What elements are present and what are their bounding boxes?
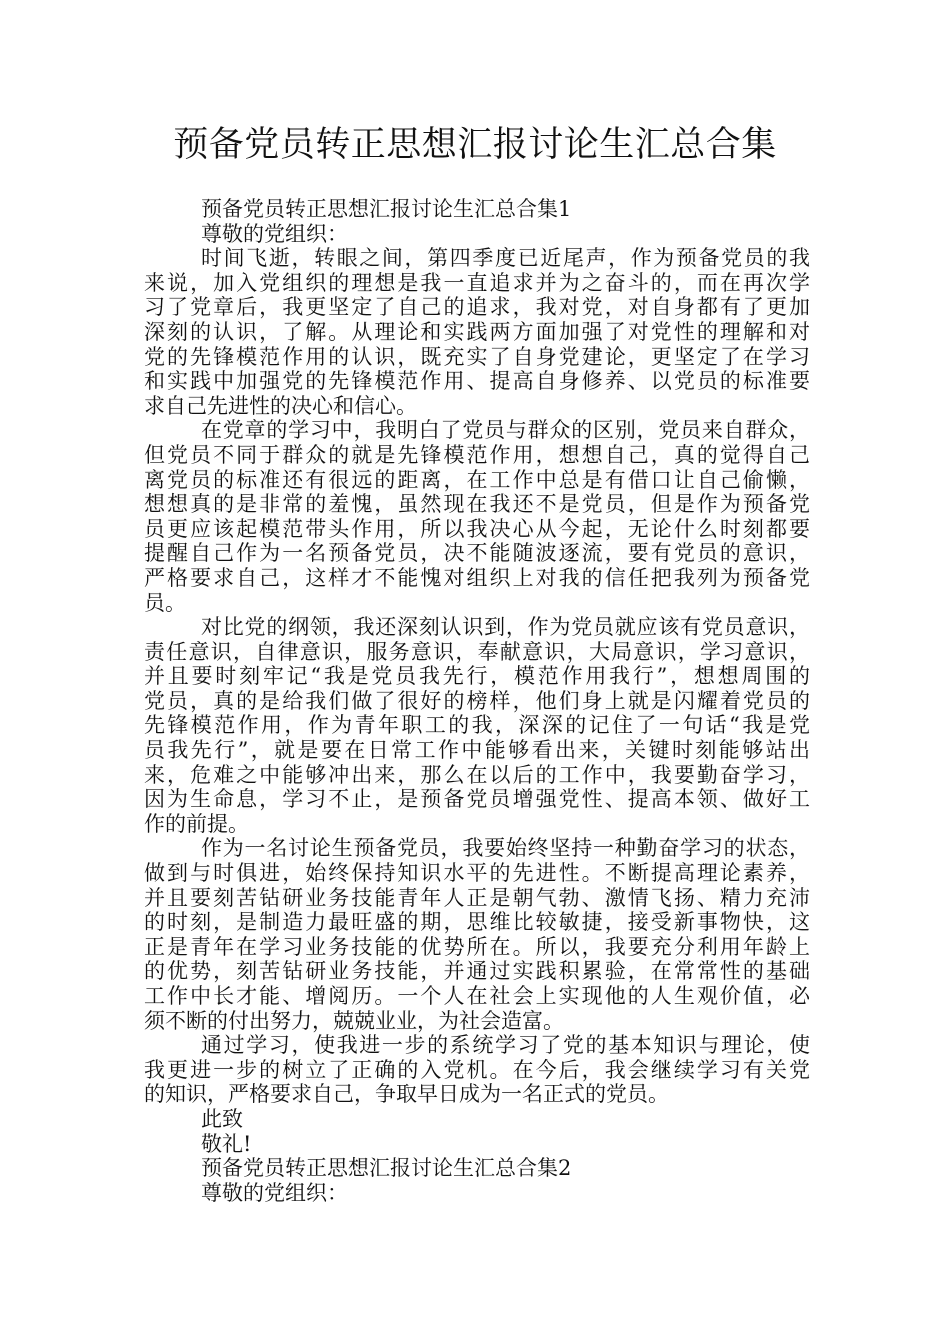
text-line: 先锋模范作用，作为青年职工的我，深深的记住了一句话“我是党 (144, 713, 810, 738)
text-line: 时间飞逝，转眼之间，第四季度已近尾声，作为预备党员的我 (201, 246, 810, 271)
text-line: 我更进一步的树立了正确的入党机。在今后，我会继续学习有关党 (144, 1057, 810, 1082)
text-line: 但党员不同于群众的就是先锋模范作用，想想自己，真的觉得自己 (144, 442, 810, 467)
document-title: 预备党员转正思想汇报讨论生汇总合集 (173, 125, 777, 165)
text-line: 预备党员转正思想汇报讨论生汇总合集1 (201, 197, 572, 221)
text-line: 正是青年在学习业务技能的优势所在。所以，我要充分利用年龄上 (144, 934, 810, 959)
text-line: 作的前提。 (144, 811, 249, 836)
text-line: 此致 (201, 1106, 243, 1131)
text-line: 敬礼! (201, 1131, 252, 1156)
text-line: 尊敬的党组织： (201, 1180, 348, 1205)
text-line: 须不断的付出努力，兢兢业业，为社会造富。 (144, 1008, 564, 1033)
text-line: 想想真的是非常的羞愧，虽然现在我还不是党员，但是作为预备党 (144, 492, 810, 517)
text-line: 责任意识，自律意识，服务意识，奉献意识，大局意识，学习意识， (144, 639, 810, 664)
text-line: 提醒自己作为一名预备党员，决不能随波逐流，要有党员的意识， (144, 541, 810, 566)
text-line: 尊敬的党组织： (201, 221, 348, 246)
text-line: 严格要求自己，这样才不能愧对组织上对我的信任把我列为预备党 (144, 565, 810, 590)
text-line: 党员，真的是给我们做了很好的榜样，他们身上就是闪耀着党员的 (144, 688, 810, 713)
text-line: 和实践中加强党的先锋模范作用、提高自身修养、以党员的标准要 (144, 369, 810, 394)
text-line: 因为生命息，学习不止，是预备党员增强党性、提高本领、做好工 (144, 787, 810, 812)
text-line: 求自己先进性的决心和信心。 (144, 393, 417, 418)
text-line: 深刻的认识，了解。从理论和实践两方面加强了对党性的理解和对 (144, 319, 810, 344)
text-line: 预备党员转正思想汇报讨论生汇总合集2 (201, 1156, 572, 1181)
text-line: 工作中长才能、增阅历。一个人在社会上实现他的人生观价值，必 (144, 984, 810, 1008)
text-line: 的优势，刻苦钻研业务技能，并通过实践积累验，在常常性的基础 (144, 959, 810, 984)
text-line: 员。 (144, 590, 186, 615)
text-line: 来，危难之中能够冲出来，那么在以后的工作中，我要勤奋学习， (144, 762, 810, 787)
text-line: 离党员的标准还有很远的距离，在工作中总是有借口让自己偷懒， (144, 467, 810, 492)
text-line: 并且要时刻牢记“我是党员我先行，模范作用我行”，想想周围的 (144, 664, 810, 689)
text-line: 并且要刻苦钻研业务技能青年人正是朝气勃、激情飞扬、精力充沛 (144, 885, 810, 910)
text-line: 的时刻，是制造力最旺盛的期，思维比较敏捷，接受新事物快，这 (144, 910, 810, 935)
text-line: 做到与时俱进，始终保持知识水平的先进性。不断提高理论素养， (144, 861, 810, 886)
text-line: 习了党章后，我更坚定了自己的追求，我对党，对自身都有了更加 (144, 295, 810, 320)
document-body (144, 197, 810, 1205)
text-line: 通过学习，使我进一步的系统学习了党的基本知识与理论，使 (201, 1033, 810, 1058)
text-line: 员我先行”，就是要在日常工作中能够看出来，关键时刻能够站出 (144, 738, 810, 763)
text-line: 在党章的学习中，我明白了党员与群众的区别，党员来自群众， (201, 418, 810, 443)
text-line: 员更应该起模范带头作用，所以我决心从今起，无论什么时刻都要 (144, 516, 810, 541)
text-line: 党的先锋模范作用的认识，既充实了自身党建论，更坚定了在学习 (144, 344, 810, 369)
text-line: 的知识，严格要求自己，争取早日成为一名正式的党员。 (144, 1082, 669, 1107)
text-line: 来说，加入党组织的理想是我一直追求并为之奋斗的，而在再次学 (144, 270, 810, 295)
text-line: 作为一名讨论生预备党员，我要始终坚持一种勤奋学习的状态， (201, 836, 810, 861)
text-line: 对比党的纲领，我还深刻认识到，作为党员就应该有党员意识， (201, 615, 810, 640)
